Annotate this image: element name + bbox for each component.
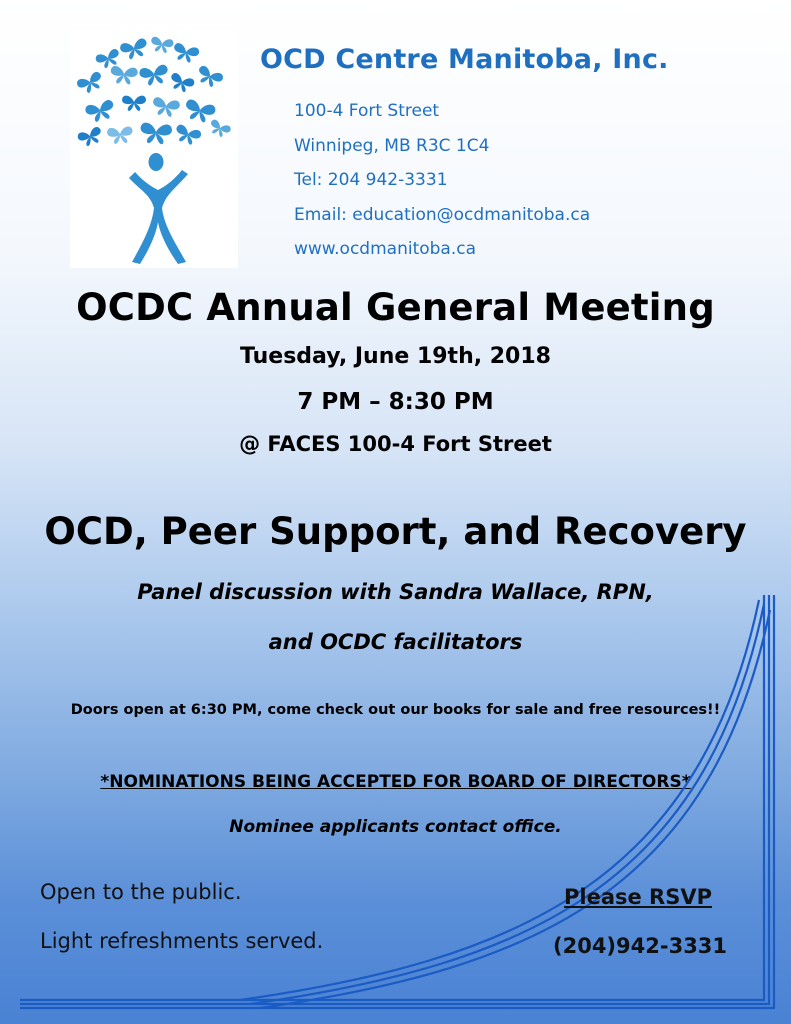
address-line-2: Winnipeg, MB R3C 1C4 <box>294 135 490 156</box>
refreshments-text: Light refreshments served. <box>40 929 324 953</box>
email-address: Email: education@ocdmanitoba.ca <box>294 204 591 225</box>
butterfly-tree-person-logo-icon <box>70 30 238 268</box>
panel-line-1: Panel discussion with Sandra Wallace, RPN, <box>137 580 654 604</box>
address-line-1: 100-4 Fort Street <box>294 101 440 121</box>
website-link[interactable]: www.ocdmanitoba.ca <box>294 239 477 259</box>
rsvp-label: Please RSVP <box>564 885 712 909</box>
event-title: OCDC Annual General Meeting <box>76 286 715 329</box>
logo <box>70 30 238 268</box>
doors-open-note: Doors open at 6:30 PM, come check out our books for sale and free resources!! <box>70 702 721 718</box>
panel-line-2: and OCDC facilitators <box>268 630 523 654</box>
open-to-public-text: Open to the public. <box>40 880 242 904</box>
nominations-notice: *NOMINATIONS BEING ACCEPTED FOR BOARD OF DIRECTORS* <box>100 772 691 792</box>
organization-name: OCD Centre Manitoba, Inc. <box>260 44 669 75</box>
phone-number: Tel: 204 942-3331 <box>294 170 448 190</box>
topic-headline: OCD, Peer Support, and Recovery <box>44 510 747 553</box>
event-location: @ FACES 100-4 Fort Street <box>239 432 552 456</box>
nominee-note: Nominee applicants contact office. <box>229 817 562 837</box>
event-time: 7 PM – 8:30 PM <box>297 389 494 415</box>
rsvp-phone: (204)942-3331 <box>553 934 728 958</box>
contact-block <box>294 96 590 269</box>
event-date: Tuesday, June 19th, 2018 <box>240 344 551 369</box>
